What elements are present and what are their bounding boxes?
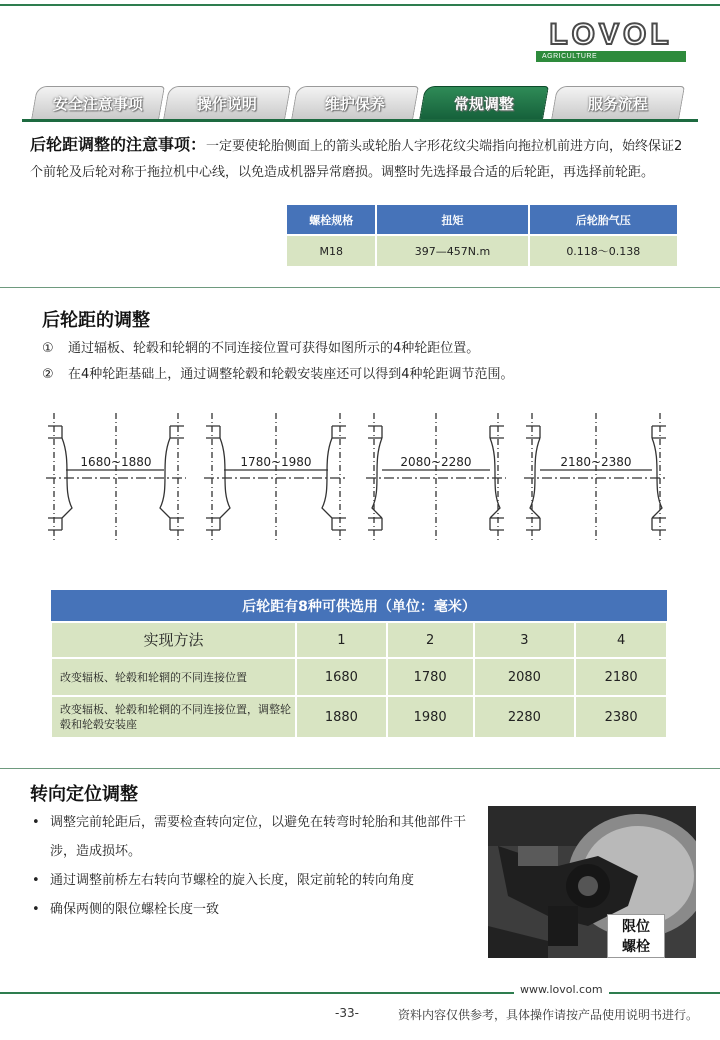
diagram-label-4: 2180~2380: [560, 455, 632, 469]
table-row: [51, 622, 667, 658]
diagram-label-3: 2080~2280: [400, 455, 472, 469]
tab-operation[interactable]: 操作说明: [163, 86, 291, 120]
diagram-group-1: [46, 413, 186, 543]
diagram-group-4: [524, 413, 668, 543]
logo-subtitle: AGRICULTURE: [542, 53, 598, 60]
header-option-4: 4: [575, 622, 667, 658]
diagram-label-1: 1680~1880: [80, 455, 152, 469]
value-cell: 1780: [387, 658, 474, 696]
list-item: ① 通过辐板、轮毂和轮辋的不同连接位置可获得如图所示的4种轮距位置。: [42, 341, 480, 356]
section-title-steering: 转向定位调整: [30, 784, 138, 805]
section-divider: [0, 768, 720, 769]
diagram-group-2: [204, 413, 348, 543]
value-cell: 2380: [575, 696, 667, 738]
header-tire-pressure: 后轮胎气压: [529, 204, 678, 235]
bolt-spec-table: [285, 203, 679, 268]
section-divider: [0, 287, 720, 288]
logo-text: LOVOL: [549, 18, 673, 51]
list-item: • 通过调整前桥左右转向节螺栓的旋入长度，限定前轮的转向角度: [30, 866, 490, 895]
limit-bolt-label: 限位 螺栓: [607, 914, 665, 958]
tab-safety[interactable]: 安全注意事项: [31, 86, 165, 120]
wheel-track-table: [50, 590, 668, 739]
tab-service-flow[interactable]: 服务流程: [551, 86, 685, 120]
wheel-track-table-title: 后轮距有8种可供选用（单位：毫米）: [51, 590, 667, 622]
value-cell: 1680: [296, 658, 387, 696]
value-cell: 2280: [474, 696, 576, 738]
value-cell: 1880: [296, 696, 387, 738]
footer-rule: [0, 992, 720, 994]
header-option-2: 2: [387, 622, 474, 658]
tab-bar: [28, 86, 698, 120]
rear-track-list: [42, 336, 682, 388]
header-method: 实现方法: [51, 622, 296, 658]
table-row: [51, 658, 667, 696]
section-title-rear-track: 后轮距的调整: [42, 310, 150, 331]
table-row: [51, 696, 667, 738]
value-cell: 1980: [387, 696, 474, 738]
value-cell: 2180: [575, 658, 667, 696]
cell-bolt-spec: M18: [286, 235, 376, 267]
value-cell: 2080: [474, 658, 576, 696]
tab-underline: [22, 119, 698, 122]
notes-lead: 后轮距调整的注意事项：: [30, 135, 207, 154]
header-option-3: 3: [474, 622, 576, 658]
tab-maintenance[interactable]: 维护保养: [291, 86, 419, 120]
list-item: ② 在4种轮距基础上，通过调整轮毂和轮毂安装座还可以得到4种轮距调节范围。: [42, 367, 514, 382]
method-cell: 改变辐板、轮毂和轮辋的不同连接位置，调整轮毂和轮毂安装座: [51, 696, 296, 738]
header-torque: 扭矩: [376, 204, 528, 235]
notes-body: 一定要使轮胎侧面上的箭头或轮胎人字形花纹尖端指向拖拉机前进方向，始终保证2个前轮及后轮对称于拖拉机中心线，以免造成机器异常磨损。调整时先选择最合适的后轮距，再选择前轮距。: [30, 139, 683, 180]
method-cell: 改变辐板、轮毂和轮辋的不同连接位置: [51, 658, 296, 696]
list-item: • 调整完前轮距后，需要检查转向定位，以避免在转弯时轮胎和其他部件干涉，造成损坏。: [30, 808, 490, 866]
cell-torque: 397—457N.m: [376, 235, 528, 267]
cell-tire-pressure: 0.118～0.138: [529, 235, 678, 267]
header-bolt-spec: 螺栓规格: [286, 204, 376, 235]
rear-track-notes: [30, 132, 692, 186]
lovol-logo: [530, 20, 692, 62]
top-rule: [0, 4, 720, 6]
footer-website[interactable]: www.lovol.com: [514, 983, 609, 996]
tab-routine-adjust[interactable]: 常规调整: [419, 86, 549, 120]
page-number: -33-: [335, 1006, 359, 1020]
list-item: • 确保两侧的限位螺栓长度一致: [30, 895, 490, 924]
steering-list: [30, 808, 490, 924]
diagram-group-3: [366, 413, 506, 543]
footer-disclaimer: 资料内容仅供参考，具体操作请按产品使用说明书进行。: [398, 1008, 699, 1022]
diagram-label-2: 1780~1980: [240, 455, 312, 469]
header-option-1: 1: [296, 622, 387, 658]
track-width-diagram: [44, 408, 676, 548]
